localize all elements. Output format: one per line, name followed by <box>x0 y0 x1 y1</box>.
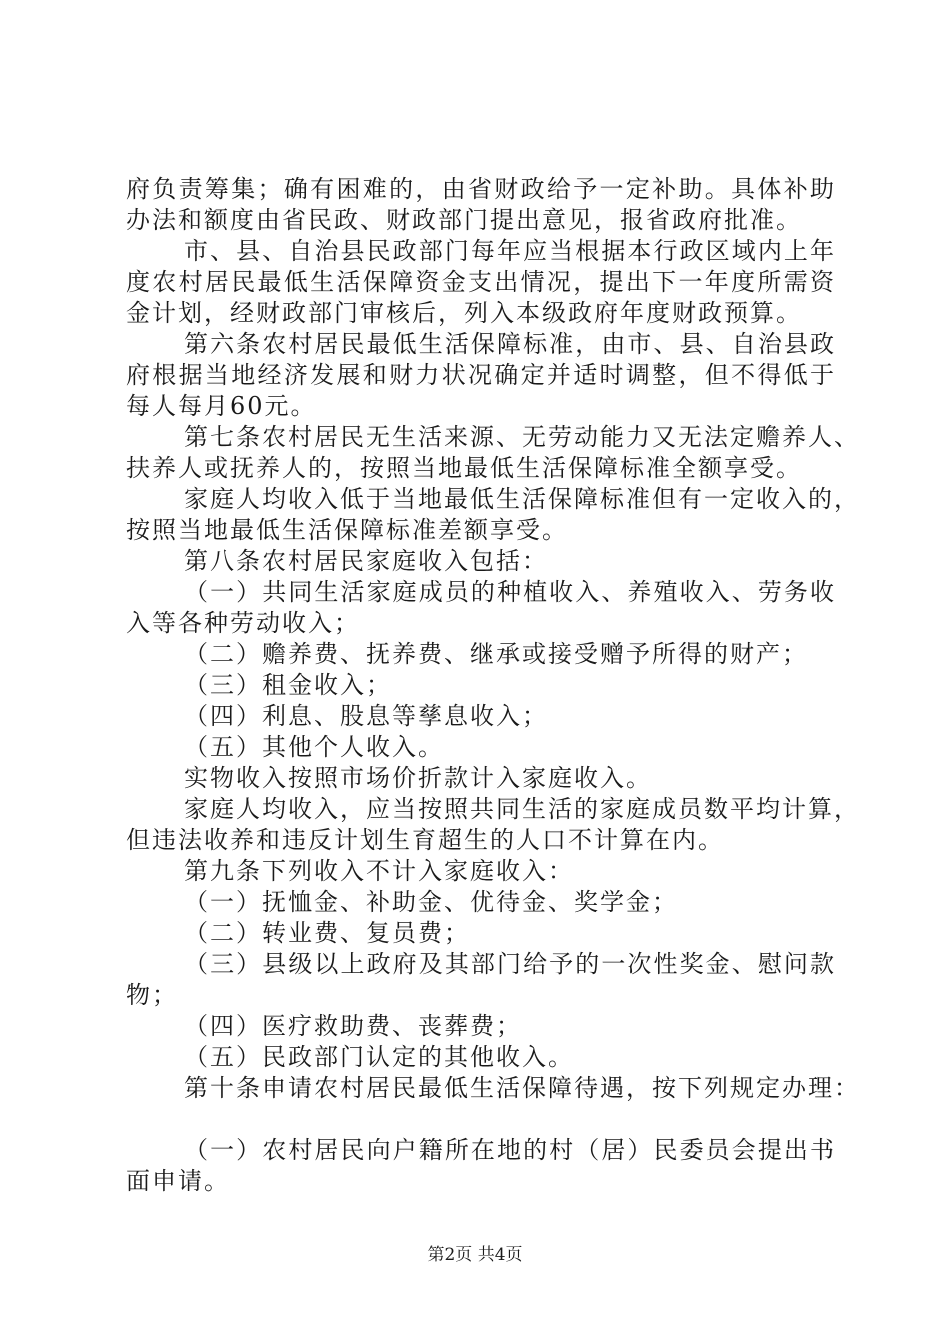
document-body <box>126 174 860 1197</box>
text-line: 金计划，经财政部门审核后，列入本级政府年度财政预算。 <box>126 299 802 327</box>
text-line: 第八条农村居民家庭收入包括： <box>184 547 548 575</box>
text-line: 度农村居民最低生活保障资金支出情况，提出下一年度所需资 <box>126 268 836 296</box>
text-line: 家庭人均收入低于当地最低生活保障标准但有一定收入的， <box>184 485 860 513</box>
text-line: 第九条下列收入不计入家庭收入： <box>184 857 574 885</box>
text-line: 第十条申请农村居民最低生活保障待遇，按下列规定办理： <box>184 1074 860 1102</box>
text-line: （二）转业费、复员费； <box>184 919 470 947</box>
text-line: 物； <box>126 981 178 1009</box>
text-line: （一）抚恤金、补助金、优待金、奖学金； <box>184 888 678 916</box>
paragraph-gap <box>126 1104 836 1135</box>
text-line: 府根据当地经济发展和财力状况确定并适时调整，但不得低于 <box>126 361 836 389</box>
text-line: （五）其他个人收入。 <box>184 733 444 761</box>
text-line: （四）利息、股息等孳息收入； <box>184 702 548 730</box>
text-line: 按照当地最低生活保障标准差额享受。 <box>126 516 568 544</box>
text-line: 市、县、自治县民政部门每年应当根据本行政区域内上年 <box>184 237 836 265</box>
text-line: 入等各种劳动收入； <box>126 609 360 637</box>
text-line: 每人每月60元。 <box>126 392 317 420</box>
text-line: 面申请。 <box>126 1167 230 1195</box>
text-line: 第六条农村居民最低生活保障标准，由市、县、自治县政 <box>184 330 836 358</box>
text-line: 府负责筹集；确有困难的，由省财政给予一定补助。具体补助 <box>126 175 836 203</box>
text-line: （三）租金收入； <box>184 671 392 699</box>
text-line: （一）农村居民向户籍所在地的村（居）民委员会提出书 <box>184 1136 836 1164</box>
paragraph-block-after-gap <box>126 1135 836 1197</box>
text-line: 第七条农村居民无生活来源、无劳动能力又无法定赡养人、 <box>184 423 860 451</box>
paragraph-block-before-gap <box>126 174 860 1104</box>
page-number-label: 第2页 共4页 <box>427 1245 523 1265</box>
text-line: 实物收入按照市场价折款计入家庭收入。 <box>184 764 652 792</box>
text-line: （二）赡养费、抚养费、继承或接受赠予所得的财产； <box>184 640 808 668</box>
text-line: （一）共同生活家庭成员的种植收入、养殖收入、劳务收 <box>184 578 836 606</box>
text-line: 家庭人均收入，应当按照共同生活的家庭成员数平均计算， <box>184 795 860 823</box>
text-line: 办法和额度由省民政、财政部门提出意见，报省政府批准。 <box>126 206 802 234</box>
text-line: （五）民政部门认定的其他收入。 <box>184 1043 574 1071</box>
page-footer <box>0 1244 950 1266</box>
text-line: （三）县级以上政府及其部门给予的一次性奖金、慰问款 <box>184 950 836 978</box>
text-line: 扶养人或抚养人的，按照当地最低生活保障标准全额享受。 <box>126 454 802 482</box>
text-line: 但违法收养和违反计划生育超生的人口不计算在内。 <box>126 826 724 854</box>
text-line: （四）医疗救助费、丧葬费； <box>184 1012 522 1040</box>
